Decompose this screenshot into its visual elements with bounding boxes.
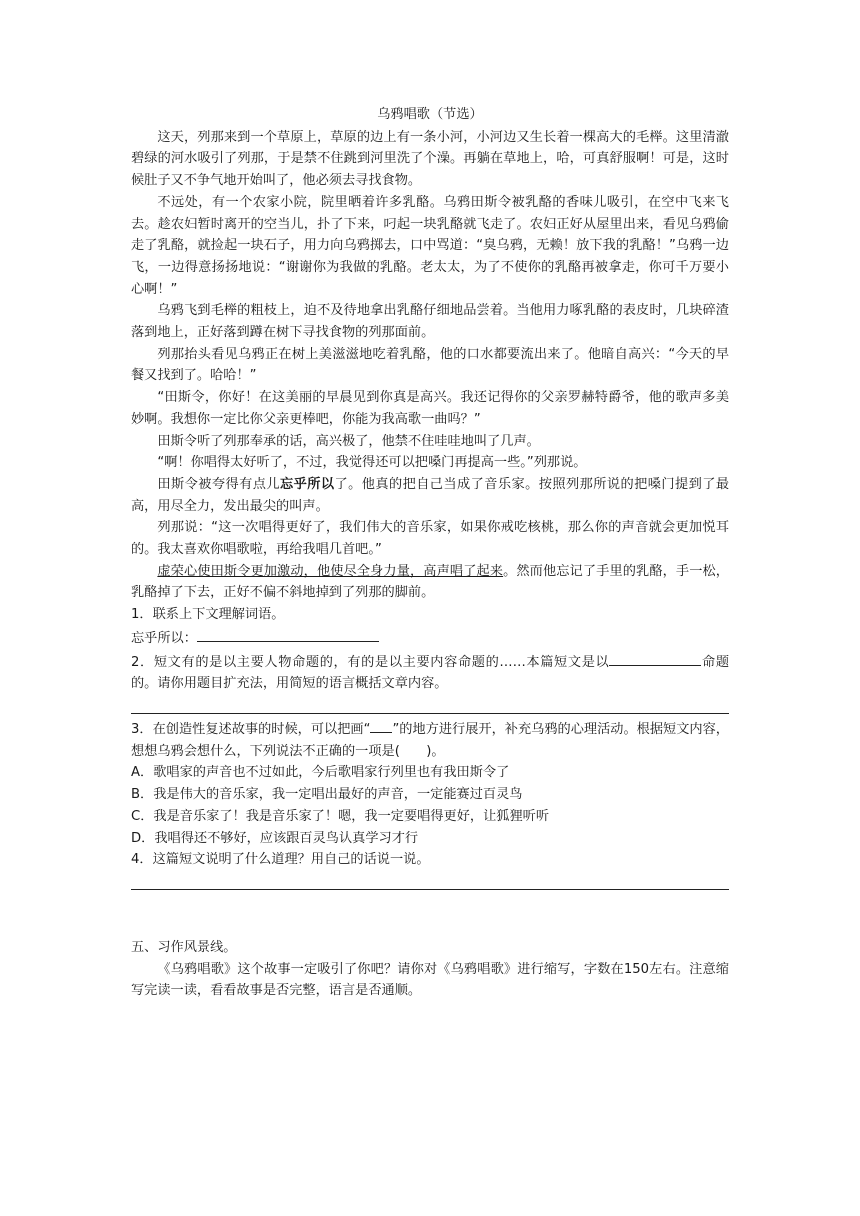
section-5-body: 《乌鸦唱歌》这个故事一定吸引了你吧？请你对《乌鸦唱歌》进行缩写，字数在150左右。注意缩写完读一读，看看故事是否完整，语言是否通顺。 xyxy=(131,961,729,999)
paragraph-8-start: 田斯令被夸得有点儿 xyxy=(157,476,280,492)
section-gap xyxy=(131,893,729,937)
question-2-start: 2．短文有的是以主要人物命题的，有的是以主要内容命题的……本篇短文是以 xyxy=(131,654,610,670)
question-3-end: ”的地方进行展开，补充乌鸦的心理活动。根据短文内容，想想乌鸦会想什么，下列说法不正确的一项是( )。 xyxy=(131,721,729,759)
bold-term: 忘乎所以 xyxy=(279,476,335,492)
paragraph-3: 乌鸦飞到毛榉的粗枝上，迫不及待地拿出乳酪仔细地品尝着。当他用力啄乳酪的表皮时，几块碎渣落到地上，正好落到蹲在树下寻找食物的列那面前。 xyxy=(131,303,729,341)
answer-line-4[interactable] xyxy=(131,871,729,890)
article-title: 乌鸦唱歌（节选） xyxy=(377,107,483,122)
option-b[interactable]: B．我是伟大的音乐家，我一定唱出最好的声音，一定能赛过百灵鸟 xyxy=(131,787,523,803)
paragraph-10-end: 。然而他忘记了手里的乳酪，手一松，乳酪掉了下去，正好不偏不斜地掉到了列那的脚前。 xyxy=(131,563,729,601)
answer-blank-1[interactable] xyxy=(197,626,379,642)
question-3-start: 3．在创造性复述故事的时候，可以把画“ xyxy=(131,721,371,737)
paragraph-5: “田斯令，你好！在这美丽的早晨见到你真是高兴。我还记得你的父亲罗赫特爵爷，他的歌声多美妙啊。我想你一定比你父亲更棒吧，你能为我高歌一曲吗？” xyxy=(131,390,729,427)
question-2-end: 命题的。请你用题目扩充法，用简短的语言概括文章内容。 xyxy=(131,654,730,692)
answer-line-2[interactable] xyxy=(131,695,729,714)
question-1-answer-line xyxy=(131,626,729,650)
paragraph-1: 这天，列那来到一个草原上，草原的边上有一条小河，小河边又生长着一棵高大的毛榉。这里清澈碧绿的河水吸引了列那，于是禁不住跳到河里洗了个澡。再躺在草地上，哈，可真舒服啊！可是，这时候肚子又不争气地开始叫了，他必须去寻找食物。 xyxy=(131,129,729,189)
option-a[interactable]: A．歌唱家的声音也不过如此，今后歌唱家行列里也有我田斯令了 xyxy=(131,765,510,781)
option-d[interactable]: D．我唱得还不够好，应该跟百灵鸟认真学习才行 xyxy=(131,830,419,846)
question-2 xyxy=(131,650,729,695)
paragraph-4: 列那抬头看见乌鸦正在树上美滋滋地吃着乳酪，他的口水都要流出来了。他暗自高兴：“今天的早餐又找到了。哈哈！” xyxy=(131,346,729,384)
answer-blank-2[interactable] xyxy=(609,650,701,666)
question-1-term: 忘乎所以： xyxy=(131,630,197,646)
question-1: 1．联系上下文理解词语。 xyxy=(131,607,285,623)
paragraph-9: 列那说：“这一次唱得更好了，我们伟大的音乐家，如果你戒吃核桃，那么你的声音就会更加悦耳的。我太喜欢你唱歌啦，再给我唱几首吧。” xyxy=(131,520,729,558)
section-5-heading: 五、习作风景线。 xyxy=(131,939,237,955)
paragraph-7: “啊！你唱得太好听了，不过，我觉得还可以把嗓门再提高一些。”列那说。 xyxy=(157,455,587,471)
paragraph-2: 不远处，有一个农家小院，院里晒着许多乳酪。乌鸦田斯令被乳酪的香味儿吸引，在空中飞来飞去。趁农妇暂时离开的空当儿，扑了下来，叼起一块乳酪就飞走了。农妇正好从屋里出来，看见乌鸦偷走了乳酪，就捡起一块石子，用力向乌鸦掷去，口中骂道：“臭乌鸦，无赖！放下我的乳酪！”乌鸦一边飞，一边得意扬扬地说：“谢谢你为我做的乳酪。老太太，为了不使你的乳酪再被拿走，你可千万要小心啊！” xyxy=(131,194,729,297)
question-4: 4．这篇短文说明了什么道理？用自己的话说一说。 xyxy=(131,852,430,868)
document-content xyxy=(131,104,729,1002)
paragraph-6: 田斯令听了列那奉承的话，高兴极了，他禁不住哇哇地叫了几声。 xyxy=(157,433,540,449)
option-c[interactable]: C．我是音乐家了！我是音乐家了！嗯，我一定要唱得更好，让狐狸听听 xyxy=(131,808,550,824)
paragraph-8 xyxy=(131,474,729,517)
paragraph-10 xyxy=(131,561,729,604)
underlined-sentence: 虚荣心使田斯令更加激动，他使尽全身力量，高声唱了起来 xyxy=(157,563,504,579)
paragraph-8-end: 了。他真的把自己当成了音乐家。按照列那所说的把嗓门提到了最高，用尽全力，发出最尖的叫声。 xyxy=(131,476,730,514)
question-3 xyxy=(131,717,729,762)
underline-mark xyxy=(370,717,392,733)
